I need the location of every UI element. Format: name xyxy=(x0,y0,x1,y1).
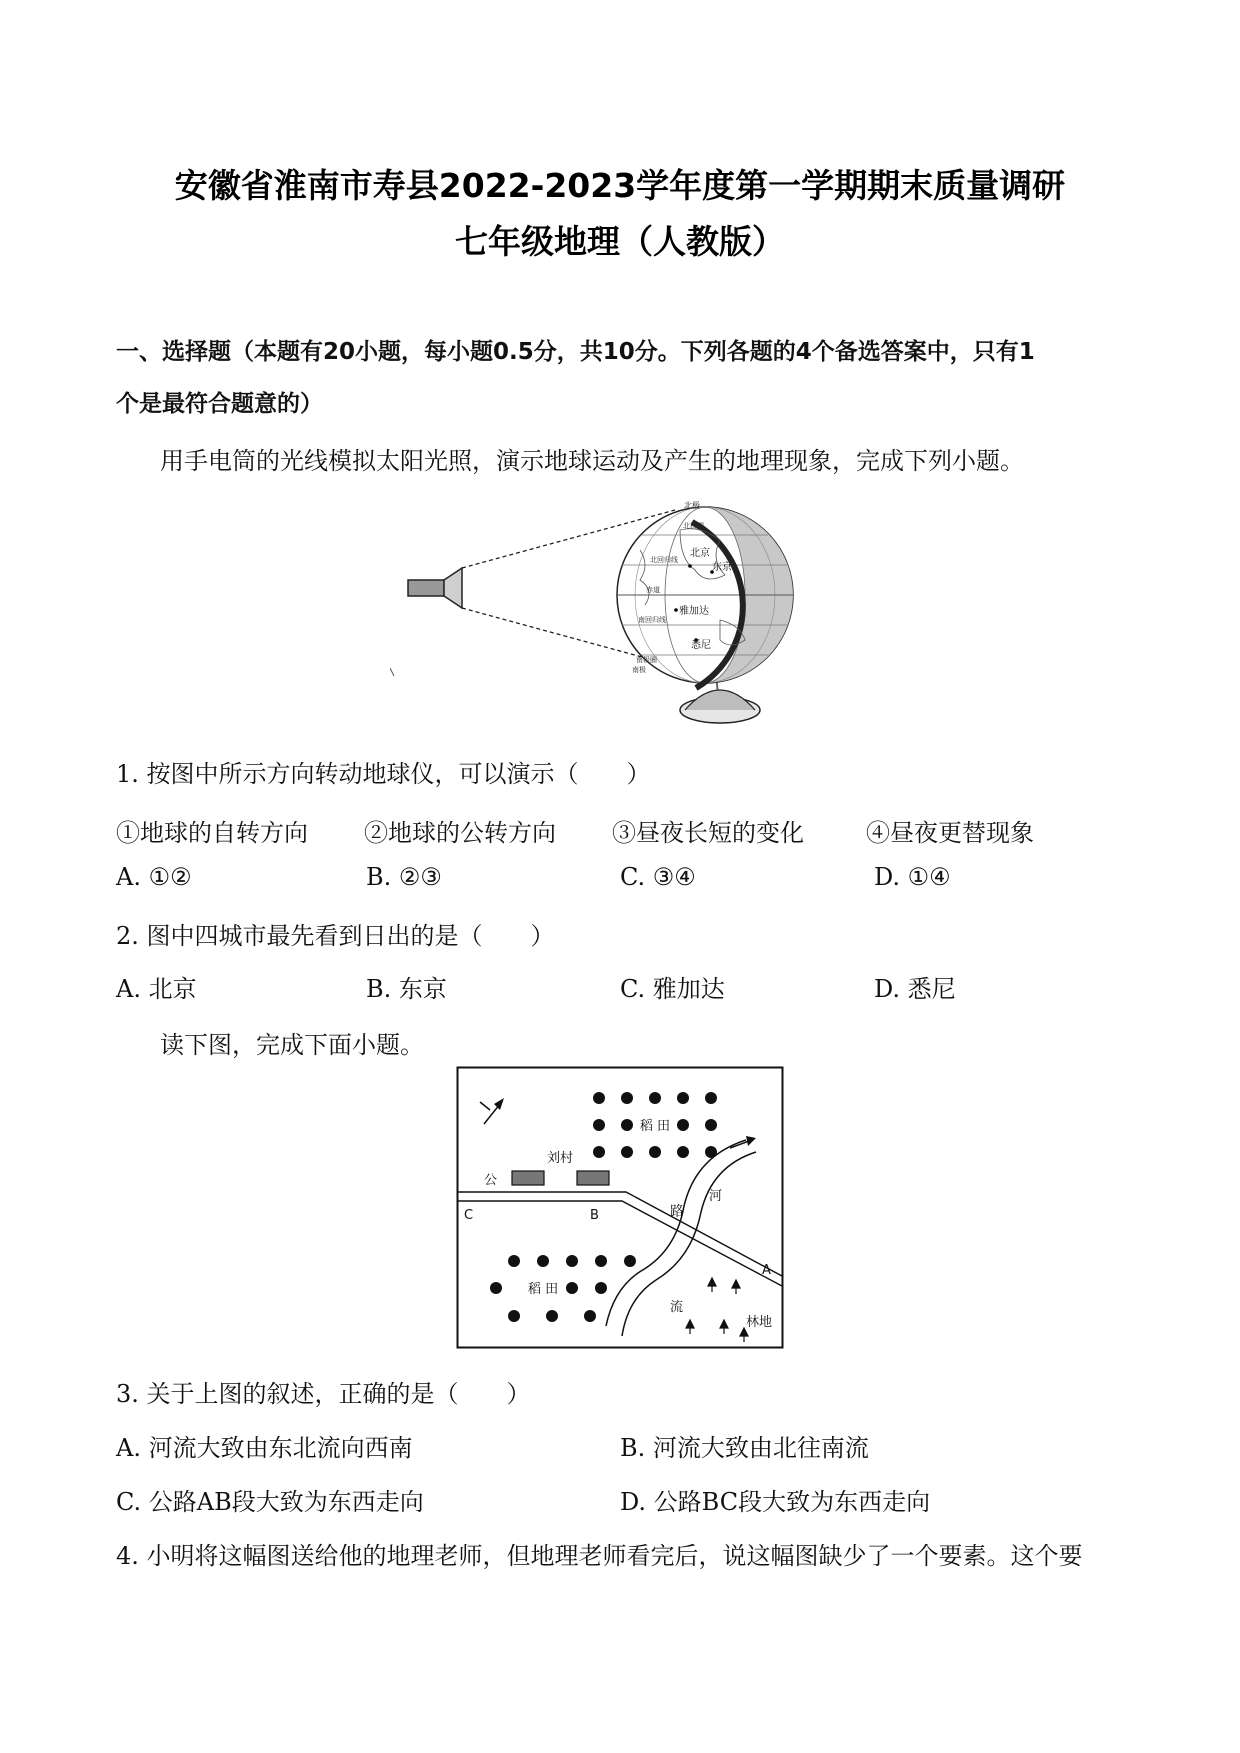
label-arctic-circle: 北极圈 xyxy=(683,522,704,530)
q1-item-1: ①地球的自转方向 xyxy=(116,819,308,847)
label-point-c: C xyxy=(464,1208,474,1223)
map-figure xyxy=(456,1066,786,1350)
label-tropic-north: 北回归线 xyxy=(650,556,678,564)
q3-stem: 3. 关于上图的叙述，正确的是（ ） xyxy=(116,1380,531,1408)
label-jakarta: 雅加达 xyxy=(679,606,709,617)
label-south-pole: 南极 xyxy=(632,666,646,674)
flashlight-icon xyxy=(408,568,462,608)
page-subtitle: 七年级地理（人教版） xyxy=(455,222,785,261)
label-road-2: 路 xyxy=(670,1204,684,1220)
village-house-2 xyxy=(577,1171,609,1185)
label-tokyo: 东京 xyxy=(712,562,732,573)
q1-option-a[interactable]: A. ①② xyxy=(116,863,192,891)
label-river-2: 流 xyxy=(670,1300,684,1315)
section-heading-line-2: 个是最符合题意的） xyxy=(116,391,323,417)
q1-option-b[interactable]: B. ②③ xyxy=(366,863,442,891)
q2-option-a[interactable]: A. 北京 xyxy=(116,975,197,1003)
label-antarctic-circle: 南极圈 xyxy=(636,656,657,664)
label-point-a: A xyxy=(762,1263,771,1278)
label-tropic-south: 南回归线 xyxy=(638,616,666,624)
label-road-1: 公 xyxy=(484,1173,498,1188)
section-heading xyxy=(116,326,1136,430)
label-paddy-bottom: 稻 田 xyxy=(528,1282,559,1297)
q3-option-a[interactable]: A. 河流大致由东北流向西南 xyxy=(116,1434,413,1462)
label-sydney: 悉尼 xyxy=(691,640,711,651)
label-forest: 林地 xyxy=(746,1315,773,1330)
q3-option-c[interactable]: C. 公路AB段大致为东西走向 xyxy=(116,1488,424,1516)
label-paddy-top: 稻 田 xyxy=(639,1119,671,1134)
q1-stem: 1. 按图中所示方向转动地球仪，可以演示（ ） xyxy=(116,760,651,788)
q1-item-2: ②地球的公转方向 xyxy=(364,819,556,847)
label-point-b: B xyxy=(590,1208,599,1223)
q2-stem: 2. 图中四城市最先看到日出的是（ ） xyxy=(116,922,555,950)
q3-option-b[interactable]: B. 河流大致由北往南流 xyxy=(620,1434,869,1462)
label-village: 刘村 xyxy=(547,1151,574,1166)
globe-figure xyxy=(390,490,860,730)
q1-item-4: ④昼夜更替现象 xyxy=(866,819,1034,847)
label-north-pole: 北极 xyxy=(684,501,700,510)
intro-paragraph-1: 用手电筒的光线模拟太阳光照，演示地球运动及产生的地理现象，完成下列小题。 xyxy=(160,447,1024,475)
q2-option-d[interactable]: D. 悉尼 xyxy=(874,975,956,1003)
label-river-1: 河 xyxy=(709,1189,723,1204)
q1-option-d[interactable]: D. ①④ xyxy=(874,863,951,891)
village-house-1 xyxy=(512,1171,544,1185)
q1-item-3: ③昼夜长短的变化 xyxy=(612,819,804,847)
label-equator: 赤道 xyxy=(646,586,660,594)
q2-option-b[interactable]: B. 东京 xyxy=(366,975,447,1003)
label-beijing: 北京 xyxy=(690,548,710,559)
section-heading-line-1: 一、选择题（本题有20小题，每小题0.5分，共10分。下列各题的4个备选答案中，只有1 xyxy=(116,339,1035,365)
q3-option-d[interactable]: D. 公路BC段大致为东西走向 xyxy=(620,1488,931,1516)
page-title: 安徽省淮南市寿县2022-2023学年度第一学期期末质量调研 xyxy=(174,166,1066,205)
q4-stem: 4. 小明将这幅图送给他的地理老师，但地理老师看完后，说这幅图缺少了一个要素。这个要 xyxy=(116,1542,1083,1570)
intro-paragraph-2: 读下图，完成下面小题。 xyxy=(160,1031,424,1059)
q2-option-c[interactable]: C. 雅加达 xyxy=(620,975,725,1003)
q1-option-c[interactable]: C. ③④ xyxy=(620,863,696,891)
